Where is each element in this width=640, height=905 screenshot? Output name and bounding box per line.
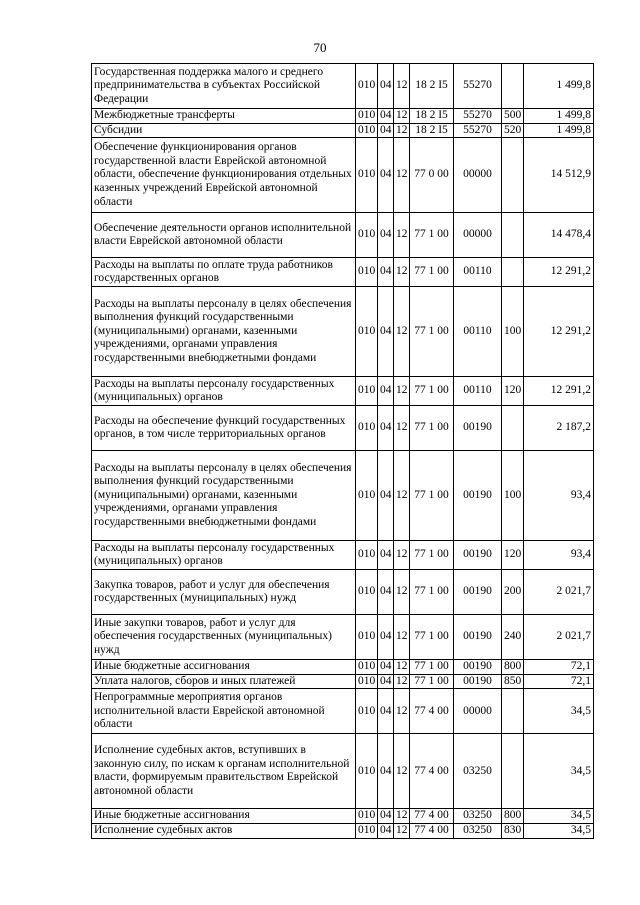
cell-subsection: 12	[394, 809, 410, 824]
cell-program: 77 1 00	[410, 674, 454, 689]
table-row	[92, 64, 594, 109]
cell-program: 77 1 00	[410, 258, 454, 287]
cell-name: Расходы на выплаты персоналу государственных (муниципальных) органов	[92, 541, 356, 570]
cell-expense-type: 100	[502, 451, 524, 541]
table-row	[92, 109, 594, 124]
cell-direction: 00190	[454, 406, 502, 451]
cell-expense-type: 240	[502, 615, 524, 660]
cell-expense-type	[502, 138, 524, 213]
table-row	[92, 258, 594, 287]
cell-program: 77 1 00	[410, 660, 454, 675]
cell-section: 04	[378, 615, 394, 660]
cell-subsection: 12	[394, 615, 410, 660]
cell-section: 04	[378, 570, 394, 615]
cell-ministry: 010	[356, 138, 378, 213]
cell-ministry: 010	[356, 213, 378, 258]
table-row	[92, 377, 594, 406]
cell-direction: 00190	[454, 570, 502, 615]
cell-direction: 00000	[454, 138, 502, 213]
cell-program: 77 1 00	[410, 213, 454, 258]
cell-name: Расходы на выплаты персоналу в целях обеспечения выполнения функций государственными (муниципальными) органами, казенными учреждениями, органами управления государственными внебюджетными фондами	[92, 287, 356, 377]
cell-name: Обеспечение деятельности органов исполнительной власти Еврейской автономной области	[92, 213, 356, 258]
cell-program: 77 1 00	[410, 406, 454, 451]
cell-expense-type: 500	[502, 109, 524, 124]
cell-ministry: 010	[356, 258, 378, 287]
cell-amount: 1 499,8	[524, 123, 594, 138]
cell-amount: 14 478,4	[524, 213, 594, 258]
cell-direction: 55270	[454, 109, 502, 124]
cell-amount: 93,4	[524, 451, 594, 541]
cell-amount: 93,4	[524, 541, 594, 570]
cell-direction: 00190	[454, 615, 502, 660]
table-row	[92, 734, 594, 809]
cell-subsection: 12	[394, 823, 410, 838]
cell-program: 77 0 00	[410, 138, 454, 213]
cell-direction: 00110	[454, 287, 502, 377]
cell-ministry: 010	[356, 377, 378, 406]
cell-ministry: 010	[356, 809, 378, 824]
cell-name: Иные бюджетные ассигнования	[92, 809, 356, 824]
cell-subsection: 12	[394, 258, 410, 287]
cell-direction: 00190	[454, 451, 502, 541]
cell-name: Расходы на выплаты персоналу в целях обеспечения выполнения функций государственными (муниципальными) органами, казенными учреждениями, органами управления государственными внебюджетными фондами	[92, 451, 356, 541]
cell-ministry: 010	[356, 451, 378, 541]
cell-ministry: 010	[356, 109, 378, 124]
cell-expense-type	[502, 406, 524, 451]
cell-ministry: 010	[356, 541, 378, 570]
cell-direction: 00110	[454, 258, 502, 287]
cell-program: 18 2 I5	[410, 64, 454, 109]
cell-subsection: 12	[394, 541, 410, 570]
table-row	[92, 674, 594, 689]
cell-direction: 03250	[454, 823, 502, 838]
cell-subsection: 12	[394, 660, 410, 675]
cell-program: 77 4 00	[410, 809, 454, 824]
cell-subsection: 12	[394, 674, 410, 689]
cell-section: 04	[378, 823, 394, 838]
cell-name: Непрограммные мероприятия органов исполнительной власти Еврейской автономной области	[92, 689, 356, 734]
cell-direction: 00190	[454, 541, 502, 570]
cell-direction: 00190	[454, 660, 502, 675]
table-row	[92, 406, 594, 451]
cell-section: 04	[378, 109, 394, 124]
cell-expense-type: 850	[502, 674, 524, 689]
cell-section: 04	[378, 258, 394, 287]
cell-amount: 34,5	[524, 809, 594, 824]
cell-amount: 12 291,2	[524, 258, 594, 287]
table-row	[92, 213, 594, 258]
cell-program: 77 1 00	[410, 570, 454, 615]
cell-direction: 55270	[454, 64, 502, 109]
cell-ministry: 010	[356, 660, 378, 675]
table-row	[92, 451, 594, 541]
cell-name: Закупка товаров, работ и услуг для обеспечения государственных (муниципальных) нужд	[92, 570, 356, 615]
cell-program: 77 1 00	[410, 287, 454, 377]
cell-section: 04	[378, 138, 394, 213]
cell-program: 77 4 00	[410, 734, 454, 809]
cell-expense-type: 520	[502, 123, 524, 138]
cell-subsection: 12	[394, 109, 410, 124]
table-row	[92, 689, 594, 734]
cell-subsection: 12	[394, 689, 410, 734]
cell-section: 04	[378, 451, 394, 541]
cell-ministry: 010	[356, 689, 378, 734]
cell-expense-type	[502, 689, 524, 734]
cell-subsection: 12	[394, 287, 410, 377]
cell-name: Расходы на обеспечение функций государственных органов, в том числе территориальных органов	[92, 406, 356, 451]
cell-section: 04	[378, 541, 394, 570]
cell-ministry: 010	[356, 123, 378, 138]
cell-section: 04	[378, 734, 394, 809]
table-row	[92, 823, 594, 838]
table-row	[92, 123, 594, 138]
cell-expense-type	[502, 734, 524, 809]
cell-name: Субсидии	[92, 123, 356, 138]
cell-name: Иные закупки товаров, работ и услуг для обеспечения государственных (муниципальных) нужд	[92, 615, 356, 660]
cell-expense-type: 800	[502, 660, 524, 675]
cell-program: 77 4 00	[410, 823, 454, 838]
table-row	[92, 570, 594, 615]
cell-section: 04	[378, 123, 394, 138]
cell-name: Межбюджетные трансферты	[92, 109, 356, 124]
cell-ministry: 010	[356, 734, 378, 809]
cell-name: Государственная поддержка малого и среднего предпринимательства в субъектах Российской Федерации	[92, 64, 356, 109]
table-row	[92, 287, 594, 377]
cell-program: 18 2 I5	[410, 123, 454, 138]
cell-expense-type: 100	[502, 287, 524, 377]
cell-amount: 1 499,8	[524, 64, 594, 109]
cell-section: 04	[378, 674, 394, 689]
cell-direction: 00190	[454, 674, 502, 689]
cell-amount: 14 512,9	[524, 138, 594, 213]
cell-name: Иные бюджетные ассигнования	[92, 660, 356, 675]
cell-expense-type: 120	[502, 541, 524, 570]
cell-subsection: 12	[394, 138, 410, 213]
cell-subsection: 12	[394, 734, 410, 809]
cell-section: 04	[378, 689, 394, 734]
cell-expense-type	[502, 64, 524, 109]
table-row	[92, 660, 594, 675]
cell-amount: 1 499,8	[524, 109, 594, 124]
cell-expense-type: 120	[502, 377, 524, 406]
cell-subsection: 12	[394, 406, 410, 451]
cell-name: Исполнение судебных актов, вступивших в законную силу, по искам к органам исполнительной власти, формируемым правительством Еврейской автономной области	[92, 734, 356, 809]
cell-amount: 34,5	[524, 823, 594, 838]
cell-ministry: 010	[356, 287, 378, 377]
cell-amount: 72,1	[524, 674, 594, 689]
cell-subsection: 12	[394, 377, 410, 406]
cell-amount: 12 291,2	[524, 287, 594, 377]
cell-name: Обеспечение функционирования органов государственной власти Еврейской автономной области, обеспечение функционирования отдельных казенных учреждений Еврейской автономной области	[92, 138, 356, 213]
cell-program: 77 1 00	[410, 615, 454, 660]
cell-direction: 55270	[454, 123, 502, 138]
cell-direction: 03250	[454, 809, 502, 824]
cell-amount: 34,5	[524, 689, 594, 734]
cell-expense-type	[502, 258, 524, 287]
cell-name: Расходы на выплаты по оплате труда работников государственных органов	[92, 258, 356, 287]
cell-expense-type: 830	[502, 823, 524, 838]
table-row	[92, 541, 594, 570]
cell-name: Расходы на выплаты персоналу государственных (муниципальных) органов	[92, 377, 356, 406]
cell-section: 04	[378, 660, 394, 675]
cell-section: 04	[378, 377, 394, 406]
cell-ministry: 010	[356, 570, 378, 615]
cell-section: 04	[378, 406, 394, 451]
budget-table	[91, 63, 594, 839]
cell-direction: 03250	[454, 734, 502, 809]
cell-name: Исполнение судебных актов	[92, 823, 356, 838]
table-row	[92, 809, 594, 824]
cell-expense-type: 200	[502, 570, 524, 615]
cell-subsection: 12	[394, 213, 410, 258]
cell-program: 18 2 I5	[410, 109, 454, 124]
cell-program: 77 1 00	[410, 377, 454, 406]
cell-ministry: 010	[356, 615, 378, 660]
cell-amount: 2 187,2	[524, 406, 594, 451]
cell-expense-type: 800	[502, 809, 524, 824]
cell-expense-type	[502, 213, 524, 258]
cell-direction: 00000	[454, 689, 502, 734]
cell-ministry: 010	[356, 674, 378, 689]
cell-amount: 2 021,7	[524, 615, 594, 660]
cell-section: 04	[378, 809, 394, 824]
cell-ministry: 010	[356, 64, 378, 109]
cell-section: 04	[378, 64, 394, 109]
cell-amount: 2 021,7	[524, 570, 594, 615]
cell-ministry: 010	[356, 406, 378, 451]
table-row	[92, 615, 594, 660]
cell-ministry: 010	[356, 823, 378, 838]
cell-amount: 72,1	[524, 660, 594, 675]
cell-subsection: 12	[394, 64, 410, 109]
cell-amount: 34,5	[524, 734, 594, 809]
cell-program: 77 1 00	[410, 451, 454, 541]
cell-program: 77 4 00	[410, 689, 454, 734]
cell-subsection: 12	[394, 123, 410, 138]
cell-subsection: 12	[394, 570, 410, 615]
cell-amount: 12 291,2	[524, 377, 594, 406]
cell-name: Уплата налогов, сборов и иных платежей	[92, 674, 356, 689]
table-row	[92, 138, 594, 213]
cell-program: 77 1 00	[410, 541, 454, 570]
cell-direction: 00110	[454, 377, 502, 406]
cell-section: 04	[378, 213, 394, 258]
page-number: 70	[313, 40, 327, 55]
cell-section: 04	[378, 287, 394, 377]
cell-direction: 00000	[454, 213, 502, 258]
cell-subsection: 12	[394, 451, 410, 541]
